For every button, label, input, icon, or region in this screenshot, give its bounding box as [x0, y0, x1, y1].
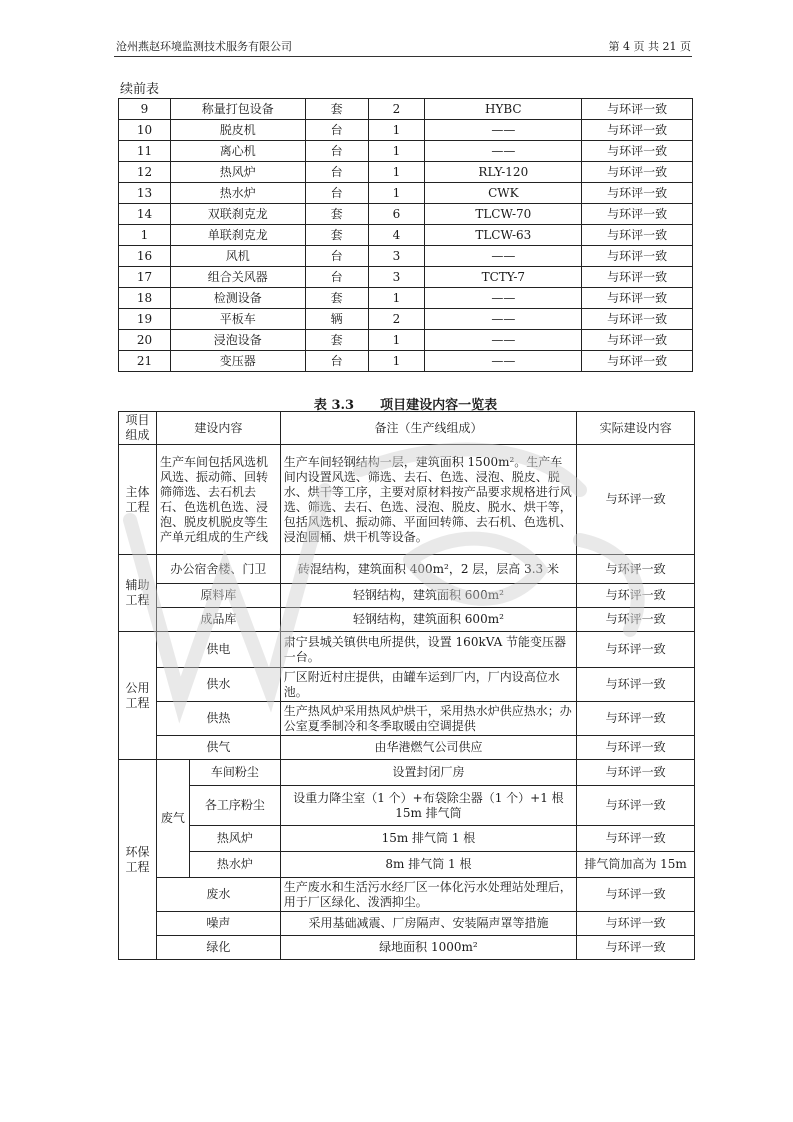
equipment-row — [119, 246, 693, 267]
equipment-qty-cell: 1 — [368, 351, 425, 372]
equipment-note-cell: 与环评一致 — [582, 267, 693, 288]
table-row — [119, 702, 695, 736]
gas-label-cell: 废气 — [156, 760, 189, 878]
table-row — [119, 826, 695, 852]
actual-cell: 与环评一致 — [577, 668, 695, 702]
equipment-no-cell: 19 — [119, 309, 171, 330]
equipment-model-cell: —— — [425, 309, 582, 330]
equipment-row — [119, 162, 693, 183]
header-content: 建设内容 — [156, 412, 280, 445]
content-cell: 成品库 — [156, 608, 280, 632]
equipment-unit-cell: 台 — [305, 351, 368, 372]
equipment-name-cell: 检测设备 — [170, 288, 305, 309]
content-cell: 供气 — [156, 736, 280, 760]
equipment-row — [119, 330, 693, 351]
equipment-note-cell: 与环评一致 — [582, 162, 693, 183]
table-row — [119, 668, 695, 702]
remark-cell: 15m 排气筒 1 根 — [280, 826, 576, 852]
equipment-qty-cell: 1 — [368, 288, 425, 309]
content-cell: 供热 — [156, 702, 280, 736]
equipment-no-cell: 16 — [119, 246, 171, 267]
equipment-no-cell: 20 — [119, 330, 171, 351]
table-caption: 表 3.3 项目建设内容一览表 — [313, 398, 498, 413]
equipment-table — [118, 98, 693, 372]
table-row — [119, 608, 695, 632]
actual-cell: 与环评一致 — [577, 702, 695, 736]
content-cell: 热水炉 — [189, 852, 280, 878]
equipment-qty-cell: 4 — [368, 225, 425, 246]
equipment-model-cell: —— — [425, 120, 582, 141]
equipment-unit-cell: 台 — [305, 183, 368, 204]
equipment-model-cell: RLY-120 — [425, 162, 582, 183]
content-cell: 各工序粉尘 — [189, 786, 280, 826]
equipment-name-cell: 脱皮机 — [170, 120, 305, 141]
equipment-qty-cell: 1 — [368, 162, 425, 183]
content-cell: 热风炉 — [189, 826, 280, 852]
table-row — [119, 912, 695, 936]
equipment-no-cell: 1 — [119, 225, 171, 246]
equipment-row — [119, 99, 693, 120]
table-header-row — [119, 412, 695, 445]
equipment-name-cell: 浸泡设备 — [170, 330, 305, 351]
equipment-row — [119, 183, 693, 204]
actual-cell: 与环评一致 — [577, 584, 695, 608]
equipment-model-cell: —— — [425, 330, 582, 351]
equipment-name-cell: 单联刹克龙 — [170, 225, 305, 246]
equipment-note-cell: 与环评一致 — [582, 120, 693, 141]
remark-cell: 轻钢结构，建筑面积 600m² — [280, 608, 576, 632]
actual-cell: 与环评一致 — [577, 826, 695, 852]
equipment-row — [119, 141, 693, 162]
equipment-qty-cell: 3 — [368, 267, 425, 288]
equipment-unit-cell: 套 — [305, 330, 368, 351]
equipment-name-cell: 热水炉 — [170, 183, 305, 204]
equipment-model-cell: CWK — [425, 183, 582, 204]
equipment-model-cell: —— — [425, 141, 582, 162]
content-cell: 办公宿舍楼、门卫 — [156, 555, 280, 584]
equipment-qty-cell: 1 — [368, 120, 425, 141]
equipment-qty-cell: 1 — [368, 141, 425, 162]
equipment-name-cell: 组合关风器 — [170, 267, 305, 288]
remark-cell: 生产车间轻钢结构一层，建筑面积 1500m²。生产车间内设置风选、筛选、去石、色选、浸泡、脱皮、脱水、烘干等工序，主要对原材料按产品要求规格进行风选、筛选、去石、色选、浸泡、脱皮、脱水、烘干等，包括风选机、振动筛、平面回转筛、去石机、色选机、浸泡圆桶、烘干机等设备。 — [280, 445, 576, 555]
remark-cell: 设重力降尘室（1 个）+布袋除尘器（1 个）+1 根 15m 排气筒 — [280, 786, 576, 826]
content-cell: 原料库 — [156, 584, 280, 608]
table-row — [119, 555, 695, 584]
equipment-no-cell: 17 — [119, 267, 171, 288]
remark-cell: 采用基础减震、厂房隔声、安装隔声罩等措施 — [280, 912, 576, 936]
remark-cell: 肃宁县城关镇供电所提供，设置 160kVA 节能变压器一台。 — [280, 632, 576, 668]
equipment-model-cell: HYBC — [425, 99, 582, 120]
equipment-model-cell: —— — [425, 288, 582, 309]
equipment-no-cell: 9 — [119, 99, 171, 120]
equipment-model-cell: TCTY-7 — [425, 267, 582, 288]
equipment-note-cell: 与环评一致 — [582, 309, 693, 330]
table-row — [119, 632, 695, 668]
category-cell: 公用工程 — [119, 632, 157, 760]
equipment-row — [119, 288, 693, 309]
equipment-unit-cell: 套 — [305, 99, 368, 120]
equipment-qty-cell: 1 — [368, 330, 425, 351]
continued-label: 续前表 — [120, 82, 160, 97]
header-divider — [114, 56, 692, 57]
equipment-unit-cell: 台 — [305, 141, 368, 162]
header-page-info: 第 4 页 共 21 页 — [608, 40, 691, 53]
equipment-no-cell: 11 — [119, 141, 171, 162]
equipment-note-cell: 与环评一致 — [582, 204, 693, 225]
remark-cell: 砖混结构，建筑面积 400m²，2 层，层高 3.3 米 — [280, 555, 576, 584]
equipment-model-cell: TLCW-70 — [425, 204, 582, 225]
equipment-qty-cell: 6 — [368, 204, 425, 225]
actual-cell: 与环评一致 — [577, 912, 695, 936]
equipment-qty-cell: 2 — [368, 99, 425, 120]
equipment-unit-cell: 套 — [305, 204, 368, 225]
construction-table — [118, 411, 695, 960]
equipment-note-cell: 与环评一致 — [582, 330, 693, 351]
equipment-note-cell: 与环评一致 — [582, 351, 693, 372]
equipment-name-cell: 双联刹克龙 — [170, 204, 305, 225]
table-row — [119, 936, 695, 960]
equipment-no-cell: 21 — [119, 351, 171, 372]
equipment-name-cell: 离心机 — [170, 141, 305, 162]
equipment-row — [119, 309, 693, 330]
equipment-unit-cell: 套 — [305, 225, 368, 246]
equipment-note-cell: 与环评一致 — [582, 225, 693, 246]
equipment-unit-cell: 台 — [305, 162, 368, 183]
equipment-model-cell: —— — [425, 351, 582, 372]
equipment-name-cell: 风机 — [170, 246, 305, 267]
actual-cell: 与环评一致 — [577, 608, 695, 632]
equipment-name-cell: 称量打包设备 — [170, 99, 305, 120]
equipment-row — [119, 120, 693, 141]
header-actual: 实际建设内容 — [577, 412, 695, 445]
remark-cell: 生产废水和生活污水经厂区一体化污水处理站处理后，用于厂区绿化、泼洒抑尘。 — [280, 878, 576, 912]
equipment-name-cell: 平板车 — [170, 309, 305, 330]
category-cell: 环保工程 — [119, 760, 157, 960]
table-row — [119, 445, 695, 555]
actual-cell: 与环评一致 — [577, 445, 695, 555]
content-cell: 供水 — [156, 668, 280, 702]
equipment-unit-cell: 台 — [305, 120, 368, 141]
equipment-unit-cell: 台 — [305, 246, 368, 267]
equipment-unit-cell: 台 — [305, 267, 368, 288]
actual-cell: 与环评一致 — [577, 786, 695, 826]
header-remark: 备注（生产线组成） — [280, 412, 576, 445]
equipment-no-cell: 14 — [119, 204, 171, 225]
actual-cell: 与环评一致 — [577, 878, 695, 912]
actual-cell: 与环评一致 — [577, 936, 695, 960]
actual-cell: 与环评一致 — [577, 760, 695, 786]
remark-cell: 轻钢结构，建筑面积 600m² — [280, 584, 576, 608]
equipment-qty-cell: 3 — [368, 246, 425, 267]
equipment-row — [119, 351, 693, 372]
actual-cell: 与环评一致 — [577, 555, 695, 584]
content-cell: 噪声 — [156, 912, 280, 936]
remark-cell: 8m 排气筒 1 根 — [280, 852, 576, 878]
equipment-name-cell: 热风炉 — [170, 162, 305, 183]
equipment-no-cell: 12 — [119, 162, 171, 183]
equipment-note-cell: 与环评一致 — [582, 183, 693, 204]
equipment-note-cell: 与环评一致 — [582, 246, 693, 267]
table-row — [119, 852, 695, 878]
equipment-no-cell: 10 — [119, 120, 171, 141]
remark-cell: 厂区附近村庄提供，由罐车运到厂内，厂内设高位水池。 — [280, 668, 576, 702]
equipment-row — [119, 267, 693, 288]
content-cell: 绿化 — [156, 936, 280, 960]
equipment-no-cell: 18 — [119, 288, 171, 309]
actual-cell: 与环评一致 — [577, 632, 695, 668]
equipment-model-cell: —— — [425, 246, 582, 267]
remark-cell: 生产热风炉采用热风炉烘干，采用热水炉供应热水；办公室夏季制冷和冬季取暖由空调提供 — [280, 702, 576, 736]
header-category: 项目组成 — [119, 412, 157, 445]
table-row — [119, 786, 695, 826]
equipment-model-cell: TLCW-63 — [425, 225, 582, 246]
content-cell: 生产车间包括风选机风选、振动筛、回转筛筛选、去石机去石、色选机色选、浸泡、脱皮机脱皮等生产单元组成的生产线 — [156, 445, 280, 555]
equipment-qty-cell: 1 — [368, 183, 425, 204]
remark-cell: 绿地面积 1000m² — [280, 936, 576, 960]
header-company: 沧州燕赵环境监测技术服务有限公司 — [116, 40, 292, 53]
table-row — [119, 878, 695, 912]
category-cell: 辅助工程 — [119, 555, 157, 632]
equipment-qty-cell: 2 — [368, 309, 425, 330]
table-row — [119, 760, 695, 786]
equipment-unit-cell: 套 — [305, 288, 368, 309]
remark-cell: 设置封闭厂房 — [280, 760, 576, 786]
equipment-no-cell: 13 — [119, 183, 171, 204]
actual-cell: 与环评一致 — [577, 736, 695, 760]
equipment-row — [119, 225, 693, 246]
actual-cell: 排气筒加高为 15m — [577, 852, 695, 878]
equipment-note-cell: 与环评一致 — [582, 288, 693, 309]
equipment-name-cell: 变压器 — [170, 351, 305, 372]
category-cell: 主体工程 — [119, 445, 157, 555]
table-row — [119, 584, 695, 608]
content-cell: 废水 — [156, 878, 280, 912]
table-row — [119, 736, 695, 760]
equipment-note-cell: 与环评一致 — [582, 99, 693, 120]
equipment-unit-cell: 辆 — [305, 309, 368, 330]
remark-cell: 由华港燃气公司供应 — [280, 736, 576, 760]
content-cell: 供电 — [156, 632, 280, 668]
equipment-note-cell: 与环评一致 — [582, 141, 693, 162]
content-cell: 车间粉尘 — [189, 760, 280, 786]
equipment-row — [119, 204, 693, 225]
